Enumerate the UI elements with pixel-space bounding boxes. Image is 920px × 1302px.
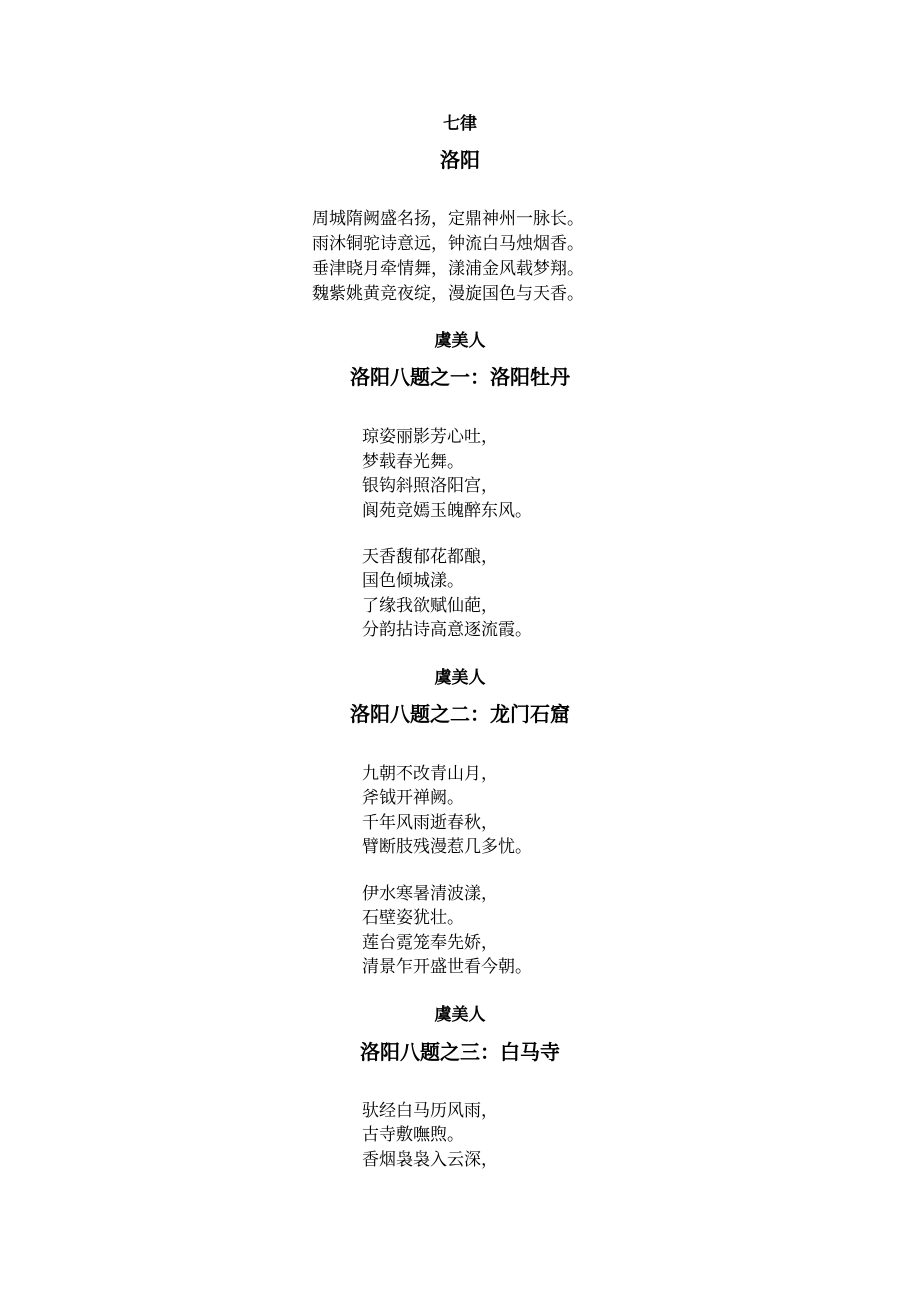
poem-line: 周城隋阙盛名扬，定鼎神州一脉长。 [312,209,584,229]
poem-form-label: 虞美人 [434,1005,486,1025]
poem-line: 分韵拈诗高意逐流霞。 [362,620,532,640]
poem-line: 银钩斜照洛阳宫， [362,476,498,496]
poem-line: 了缘我欲赋仙葩， [362,596,498,616]
poem-line: 清景乍开盛世看今朝。 [362,957,532,977]
poem-line: 臂断肢残漫惹几多忧。 [362,837,532,857]
poem-line: 莲台霓笼奉先娇， [362,933,498,953]
poem-line: 石壁姿犹壮。 [362,908,464,928]
poem-line: 伊水寒暑清波漾， [362,884,498,904]
poem-line: 斧钺开禅阙。 [362,788,464,808]
poem-line: 九朝不改青山月， [362,764,498,784]
poem-line: 垂津晓月牵情舞，漾浦金风载梦翔。 [312,259,584,279]
poem-line: 阆苑竞嫣玉魄醉东风。 [362,501,532,521]
poem-form-label: 虞美人 [434,331,486,351]
poem-form-label: 虞美人 [434,668,486,688]
poem-line: 香烟袅袅入云深， [362,1150,498,1170]
poem-title: 洛阳八题之三：白马寺 [360,1040,560,1064]
poem-line: 梦载春光舞。 [362,452,464,472]
poem-line: 千年风雨逝春秋， [362,813,498,833]
poem-line: 雨沐铜驼诗意远，钟流白马烛烟香。 [312,234,584,254]
poem-form-label: 七律 [443,114,477,134]
poem-line: 驮经白马历风雨， [362,1101,498,1121]
poem-title: 洛阳八题之二：龙门石窟 [350,702,570,726]
poem-title: 洛阳 [440,148,480,172]
poem-line: 国色倾城漾。 [362,571,464,591]
poem-title: 洛阳八题之一：洛阳牡丹 [350,365,570,389]
poem-line: 天香馥郁花都酿， [362,547,498,567]
poem-line: 魏紫姚黄竞夜绽，漫旋国色与天香。 [312,284,584,304]
poem-line: 古寺敷嘸煦。 [362,1125,464,1145]
poem-line: 琼姿丽影芳心吐， [362,427,498,447]
